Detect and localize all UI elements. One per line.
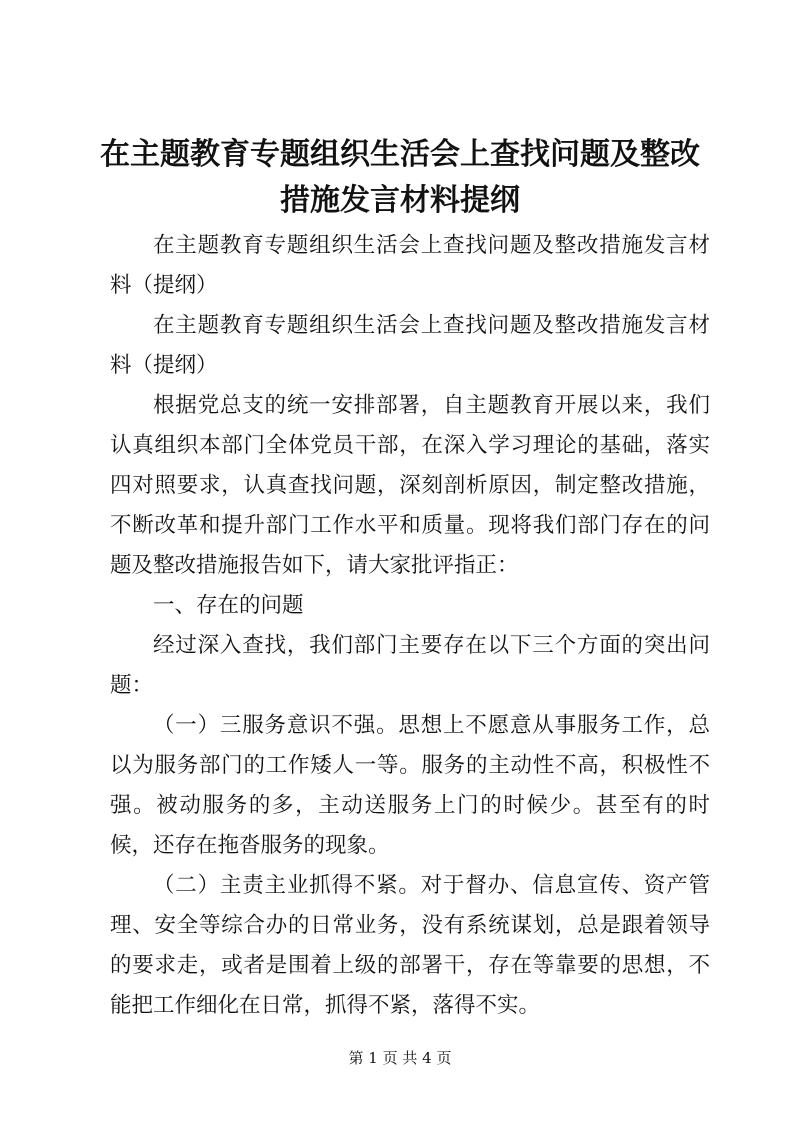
- title-line-2: 措施发言材料提纲: [280, 183, 520, 218]
- paragraph-item-1: （一）三服务意识不强。思想上不愿意从事服务工作，总以为服务部门的工作矮人一等。服务的主动性不高，积极性不强。被动服务的多，主动送服务上门的时候少。甚至有的时候，还存在拖沓服务的现象。: [110, 713, 710, 858]
- section-heading: 一、存在的问题: [153, 593, 304, 618]
- paragraph-subtitle-1: 在主题教育专题组织生活会上查找问题及整改措施发言材料（提纲）: [110, 233, 710, 298]
- title-line-1: 在主题教育专题组织生活会上查找问题及整改: [100, 137, 700, 172]
- paragraph-intro: 根据党总支的统一安排部署，自主题教育开展以来，我们认真组织本部门全体党员干部，在深入学习理论的基础，落实四对照要求，认真查找问题，深刻剖析原因，制定整改措施，不断改革和提升部门工作水平和质量。现将我们部门存在的问题及整改措施报告如下，请大家批评指正：: [110, 393, 710, 578]
- paragraph-subtitle-2: 在主题教育专题组织生活会上查找问题及整改措施发言材料（提纲）: [110, 313, 710, 378]
- paragraph-item-2: （二）主责主业抓得不紧。对于督办、信息宣传、资产管理、安全等综合办的日常业务，没有系统谋划，总是跟着领导的要求走，或者是围着上级的部署干，存在等靠要的思想，不能把工作细化在日常，抓得不紧，落得不实。: [110, 873, 710, 1018]
- page-indicator: 第 1 页 共 4 页: [348, 1049, 452, 1067]
- document-title: [80, 132, 720, 224]
- document-body: [110, 226, 710, 1026]
- paragraph-summary: 经过深入查找，我们部门主要存在以下三个方面的突出问题：: [110, 633, 710, 698]
- page-footer: [0, 1048, 800, 1068]
